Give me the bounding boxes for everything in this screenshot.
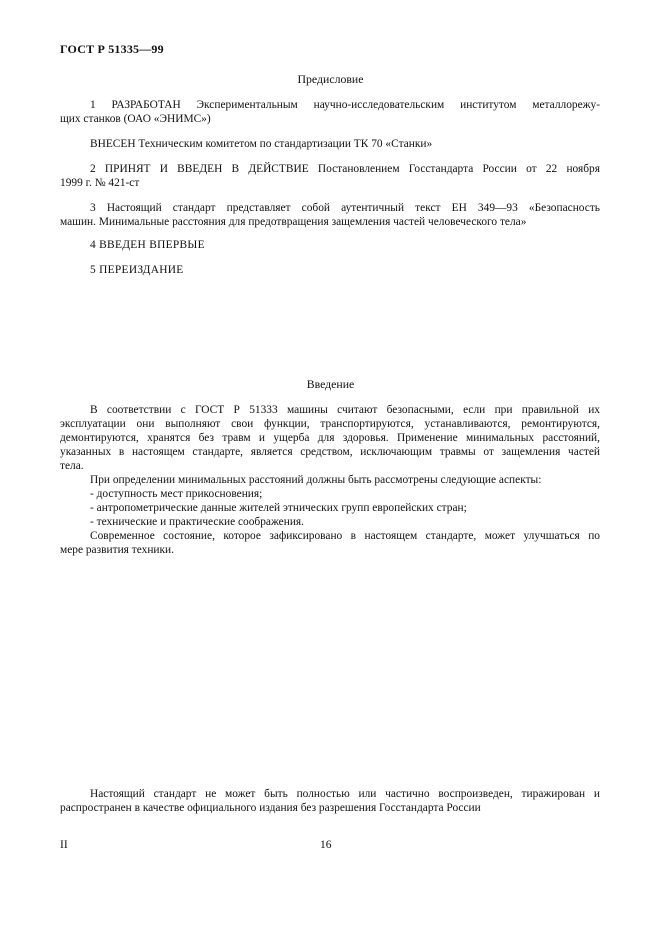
list-item: - технические и практические соображения. xyxy=(90,516,305,528)
roman-page-number: II xyxy=(60,839,68,851)
foreword-title: Предисловие xyxy=(297,72,364,86)
intro-p1-line-1: В соответствии с ГОСТ Р 51333 машины считают безопасными, если при правильной их xyxy=(90,404,600,416)
notice-line-1: Настоящий стандарт не может быть полностью или частично воспроизведен, тиражирован и xyxy=(90,788,600,800)
intro-p3-line-2: мере развития техники. xyxy=(60,544,174,556)
foreword-item-3-line-2: машин. Минимальные расстояния для предотвращения защемления частей человеческого тела» xyxy=(60,216,527,228)
page-number: 16 xyxy=(320,839,332,851)
notice-line-2: распространен в качестве официального издания без разрешения Госстандарта России xyxy=(60,802,481,814)
foreword-item-5: 5 ПЕРЕИЗДАНИЕ xyxy=(90,264,184,276)
intro-p1-line-4: указанных в настоящем стандарте, является средством, исключающим травмы от защемления частей xyxy=(60,446,600,458)
foreword-item-2-line-2: 1999 г. № 421-ст xyxy=(60,177,140,189)
foreword-item-1-line-1: 1 РАЗРАБОТАН Экспериментальным научно-исследовательским институтом металлорежу- xyxy=(90,99,600,111)
intro-p1-line-3: демонтируются, хранятся без травм и ущерба для здоровья. Применение минимальных расстояний, xyxy=(60,432,600,444)
list-item: - доступность мест прикосновения; xyxy=(90,488,263,500)
foreword-item-3-line-1: 3 Настоящий стандарт представляет собой аутентичный текст ЕН 349—93 «Безопасность xyxy=(90,202,600,214)
foreword-item-2-line-1: 2 ПРИНЯТ И ВВЕДЕН В ДЕЙСТВИЕ Постановлением Госстандарта России от 22 ноября xyxy=(90,163,600,175)
introduction-title: Введение xyxy=(306,377,355,391)
intro-p1-line-2: эксплуатации они выполняют свои функции, транспортируются, устанавливаются, ремонтируются, xyxy=(60,418,600,430)
foreword-submitted: ВНЕСЕН Техническим комитетом по стандартизации ТК 70 «Станки» xyxy=(90,138,433,150)
intro-paragraph-2: При определении минимальных расстояний должны быть рассмотрены следующие аспекты: xyxy=(90,474,542,486)
intro-p3-line-1: Современное состояние, которое зафиксировано в настоящем стандарте, может улучшаться по xyxy=(90,530,600,542)
foreword-item-1-line-2: щих станков (ОАО «ЭНИМС») xyxy=(60,113,211,125)
list-item: - антропометрические данные жителей этнических групп европейских стран; xyxy=(90,502,467,514)
intro-p1-line-5: тела. xyxy=(60,460,84,472)
document-code: ГОСТ Р 51335—99 xyxy=(60,42,164,56)
foreword-item-4: 4 ВВЕДЕН ВПЕРВЫЕ xyxy=(90,239,205,251)
